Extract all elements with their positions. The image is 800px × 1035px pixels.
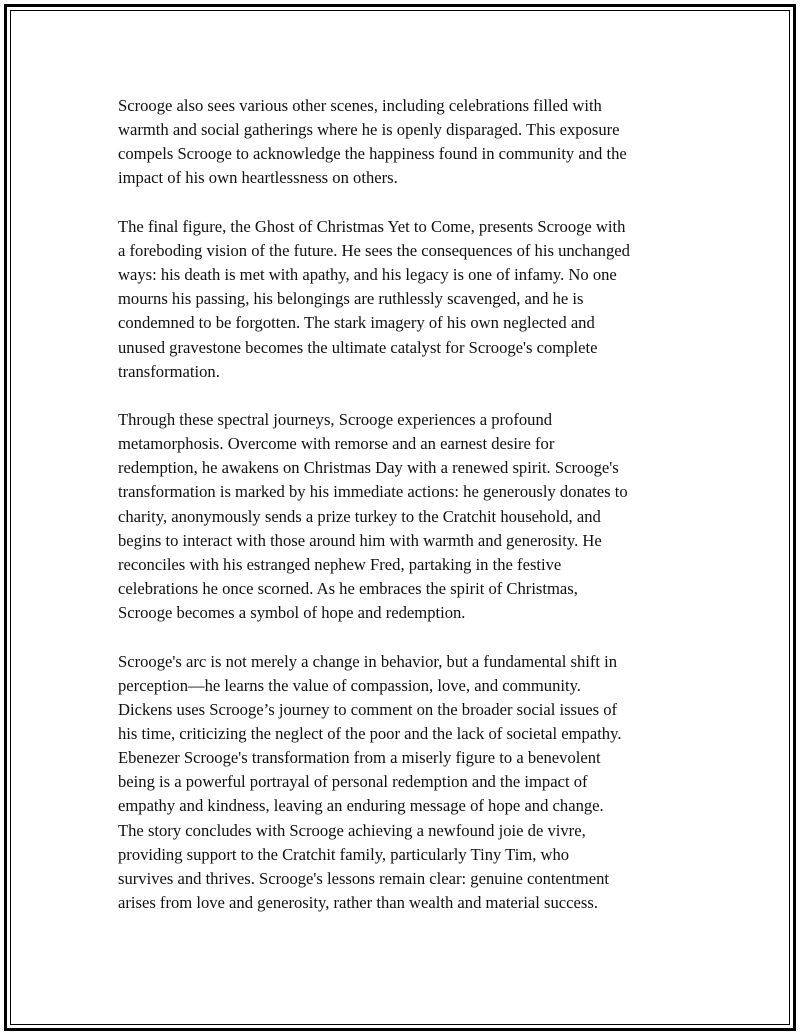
text-line: Scrooge becomes a symbol of hope and redemption. xyxy=(118,603,466,623)
text-line: compels Scrooge to acknowledge the happiness found in community and the xyxy=(118,144,627,164)
text-line: Ebenezer Scrooge's transformation from a miserly figure to a benevolent xyxy=(118,748,601,768)
text-line: transformation. xyxy=(118,361,220,381)
paragraph-1 xyxy=(118,94,692,191)
text-line: transformation is marked by his immediate actions: he generously donates to xyxy=(118,482,628,502)
text-line: unused gravestone becomes the ultimate catalyst for Scrooge's complete xyxy=(118,337,598,357)
paragraph-3 xyxy=(118,408,692,625)
text-line: survives and thrives. Scrooge's lessons remain clear: genuine contentment xyxy=(118,868,609,888)
text-line: begins to interact with those around him with warmth and generosity. He xyxy=(118,530,602,550)
text-line: providing support to the Cratchit family, particularly Tiny Tim, who xyxy=(118,844,570,864)
text-line: a foreboding vision of the future. He sees the consequences of his unchanged xyxy=(118,240,630,260)
text-line: Dickens uses Scrooge’s journey to comment on the broader social issues of xyxy=(118,699,618,719)
text-line: reconciles with his estranged nephew Fred, partaking in the festive xyxy=(118,554,562,574)
paragraph-4 xyxy=(118,650,692,916)
text-line: celebrations he once scorned. As he embraces the spirit of Christmas, xyxy=(118,579,578,599)
text-line: empathy and kindness, leaving an enduring message of hope and change. xyxy=(118,796,604,816)
text-line: Scrooge's arc is not merely a change in behavior, but a fundamental shift in xyxy=(118,651,618,671)
text-line: charity, anonymously sends a prize turkey to the Cratchit household, and xyxy=(118,506,601,526)
text-line: redemption, he awakens on Christmas Day with a renewed spirit. Scrooge's xyxy=(118,458,619,478)
text-line: arises from love and generosity, rather than wealth and material success. xyxy=(118,893,598,913)
text-line: impact of his own heartlessness on others. xyxy=(118,168,398,188)
text-line: ways: his death is met with apathy, and his legacy is one of infamy. No one xyxy=(118,265,617,285)
paragraph-2 xyxy=(118,215,692,384)
text-line: mourns his passing, his belongings are ruthlessly scavenged, and he is xyxy=(118,289,584,309)
text-line: metamorphosis. Overcome with remorse and an earnest desire for xyxy=(118,434,555,454)
text-line: Scrooge also sees various other scenes, including celebrations filled with xyxy=(118,96,602,115)
document-body xyxy=(118,94,692,939)
text-line: condemned to be forgotten. The stark imagery of his own neglected and xyxy=(118,313,595,333)
text-line: his time, criticizing the neglect of the poor and the lack of societal empathy. xyxy=(118,724,622,744)
text-line: perception—he learns the value of compassion, love, and community. xyxy=(118,675,581,695)
text-line: Through these spectral journeys, Scrooge experiences a profound xyxy=(118,410,553,429)
text-line: The final figure, the Ghost of Christmas Yet to Come, presents Scrooge with xyxy=(118,216,626,236)
text-line: The story concludes with Scrooge achieving a newfound joie de vivre, xyxy=(118,820,586,840)
text-line: warmth and social gatherings where he is openly disparaged. This exposure xyxy=(118,120,620,140)
text-line: being is a powerful portrayal of personal redemption and the impact of xyxy=(118,772,588,792)
